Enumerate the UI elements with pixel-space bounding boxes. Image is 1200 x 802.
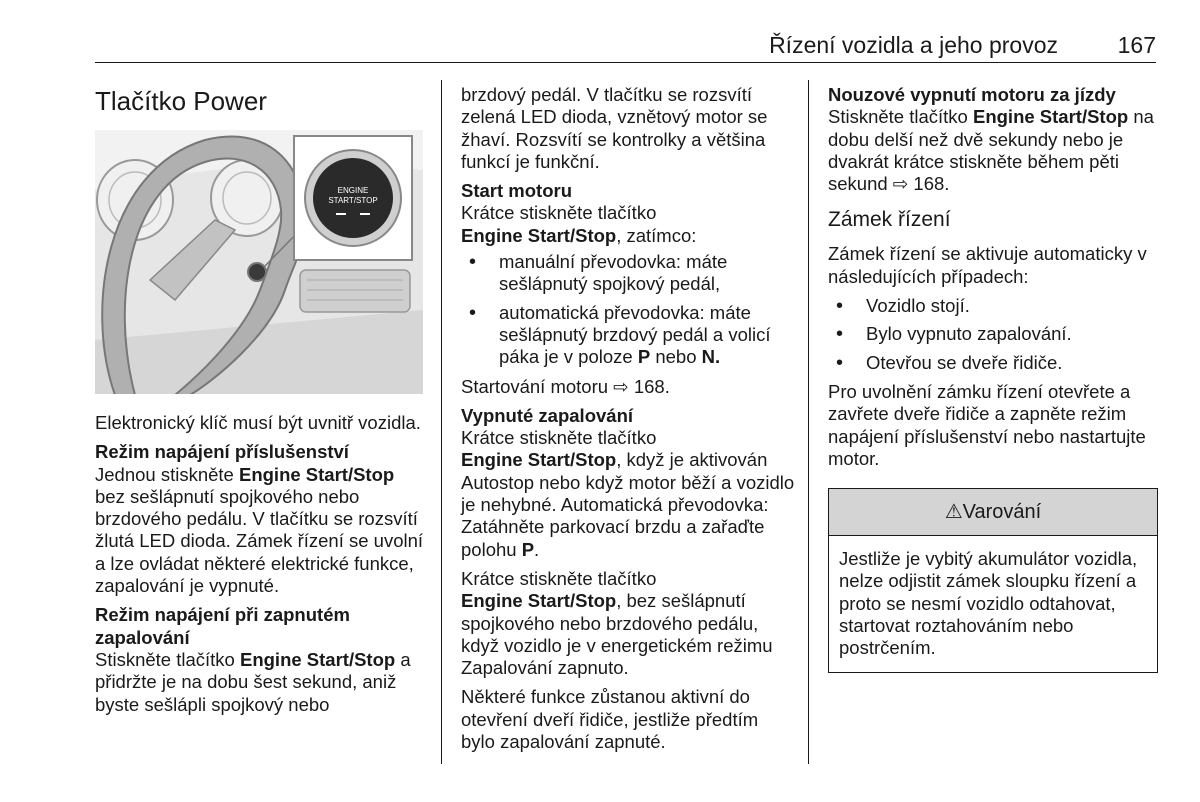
steering-lock-list: [828, 295, 1158, 374]
section-heading-power-button: Tlačítko Power: [95, 86, 267, 116]
paragraph-continued: brzdový pedál. V tlačítku se rozsvítí zelená LED dioda, vznětový motor se žhaví. Rozsvítí se kontrolky a většina funkcí je funkční.: [461, 84, 768, 172]
button-name: Engine Start/Stop: [461, 224, 617, 246]
subheading-start-engine: Start motoru: [461, 180, 572, 202]
paragraph-release-lock: Pro uvolnění zámku řízení otevřete a zavřete dveře řidiče a zapněte režim napájení příslušenství nebo nastartujte motor.: [828, 380, 1146, 469]
list-item: [461, 251, 796, 296]
block-ignition-off: [461, 405, 796, 561]
cross-reference-starting: Startování motoru ⇨ 168.: [461, 375, 670, 397]
text: manuální převodovka: máte sešlápnutý spojkový pedál,: [499, 251, 728, 295]
text: Krátce stiskněte tlačítko: [461, 427, 657, 449]
paragraph-steering-lock: Zámek řízení se aktivuje automaticky v následujících případech:: [828, 243, 1147, 287]
subheading-accessory-mode: Režim napájení příslušenství: [95, 441, 349, 463]
text: , zatímco:: [616, 224, 697, 246]
column-1: [95, 80, 427, 723]
list-item: • Vozidlo stojí.: [828, 295, 1158, 317]
text: Stiskněte tlačítko: [828, 106, 973, 128]
text: , když je aktivován Autostop nebo když motor běží a vozidlo je nehybné. Automatická převodovka: Zatáhněte parkovací brzdu a zařaďte polohu: [461, 449, 795, 560]
button-name: Engine Start/Stop: [239, 648, 396, 670]
list-item: • Bylo vypnuto zapalování.: [828, 323, 1158, 345]
text: automatická převodovka: máte sešlápnutý brzdový pedál a volicí páka je v poloze: [499, 301, 771, 368]
text: na dobu delší než dvě sekundy nebo je dvakrát krátce stiskněte během pěti sekund ⇨ 168.: [828, 106, 1154, 195]
subheading-ignition-mode: Režim napájení při zapnutém zapalování: [95, 604, 350, 648]
running-title: Řízení vozidla a jeho provoz: [769, 32, 1058, 58]
page-number: 167: [1117, 32, 1156, 58]
gear-p: P: [637, 346, 651, 368]
button-label-engine: ENGINE: [337, 186, 369, 195]
section-heading-steering-lock: Zámek řízení: [828, 208, 951, 232]
header-rule: [95, 62, 1156, 63]
warning-box: [828, 488, 1158, 672]
text: Krátce stiskněte tlačítko: [461, 567, 657, 589]
block-accessory-mode: [95, 441, 427, 597]
warning-title: Varování: [962, 501, 1042, 524]
warning-triangle-icon: ⚠: [944, 501, 963, 524]
text: Jednou stiskněte: [95, 463, 239, 485]
paragraph-functions-active: Některé funkce zůstanou aktivní do otevření dveří řidiče, jestliže předtím bylo zapalování zapnuté.: [461, 686, 759, 753]
column-divider-1: [441, 80, 442, 764]
list-item: [461, 302, 796, 369]
column-divider-2: [808, 80, 809, 764]
block-ignition-mode: [95, 604, 427, 715]
button-name: Engine Start/Stop: [461, 449, 617, 471]
block-start-engine: [461, 180, 796, 247]
text: a přidržte je na dobu šest sekund, aniž byste sešlápli spojkový nebo: [95, 648, 411, 715]
column-2: [461, 84, 796, 760]
text: Stiskněte tlačítko: [95, 648, 240, 670]
text: Krátce stiskněte tlačítko: [461, 202, 657, 224]
paragraph-short-press: [461, 568, 796, 679]
dashboard-vents: [300, 270, 410, 312]
gear-p: P: [521, 538, 535, 560]
start-stop-button-small: [248, 263, 266, 281]
column-3: [828, 84, 1158, 673]
subheading-emergency-shutdown: Nouzové vypnutí motoru za jízdy: [828, 84, 1116, 105]
warning-body: Jestliže je vybitý akumulátor vozidla, nelze odjistit zámek sloupku řízení a proto se nesmí vozidlo odtahovat, startovat roztahováním nebo postrčením.: [839, 548, 1138, 659]
text: nebo: [650, 346, 702, 368]
block-emergency-shutdown: [828, 84, 1158, 195]
subheading-ignition-off: Vypnuté zapalování: [461, 404, 634, 426]
text: , bez sešlápnutí spojkového nebo brzdového pedálu, když vozidlo je v energetickém režimu Zapalování zapnuto.: [461, 590, 773, 679]
button-name: Engine Start/Stop: [238, 463, 395, 485]
start-conditions-list: [461, 251, 796, 368]
power-button-illustration: [95, 130, 423, 394]
gear-n: N.: [701, 346, 721, 368]
paragraph-electronic-key: Elektronický klíč musí být uvnitř vozidla.: [95, 412, 421, 433]
warning-header: [829, 489, 1157, 536]
text: bez sešlápnutí spojkového nebo brzdového pedálu. V tlačítku se rozsvítí žlutá LED dioda. Zámek řízení se uvolní a lze ovládat některé elektrické funkce, zapalování je vypnuté.: [95, 485, 424, 597]
button-label-start-stop: START/STOP: [328, 196, 378, 205]
list-item: • Otevřou se dveře řidiče.: [828, 352, 1158, 374]
button-name: Engine Start/Stop: [972, 106, 1129, 128]
button-name: Engine Start/Stop: [461, 590, 617, 612]
text: .: [534, 538, 540, 560]
